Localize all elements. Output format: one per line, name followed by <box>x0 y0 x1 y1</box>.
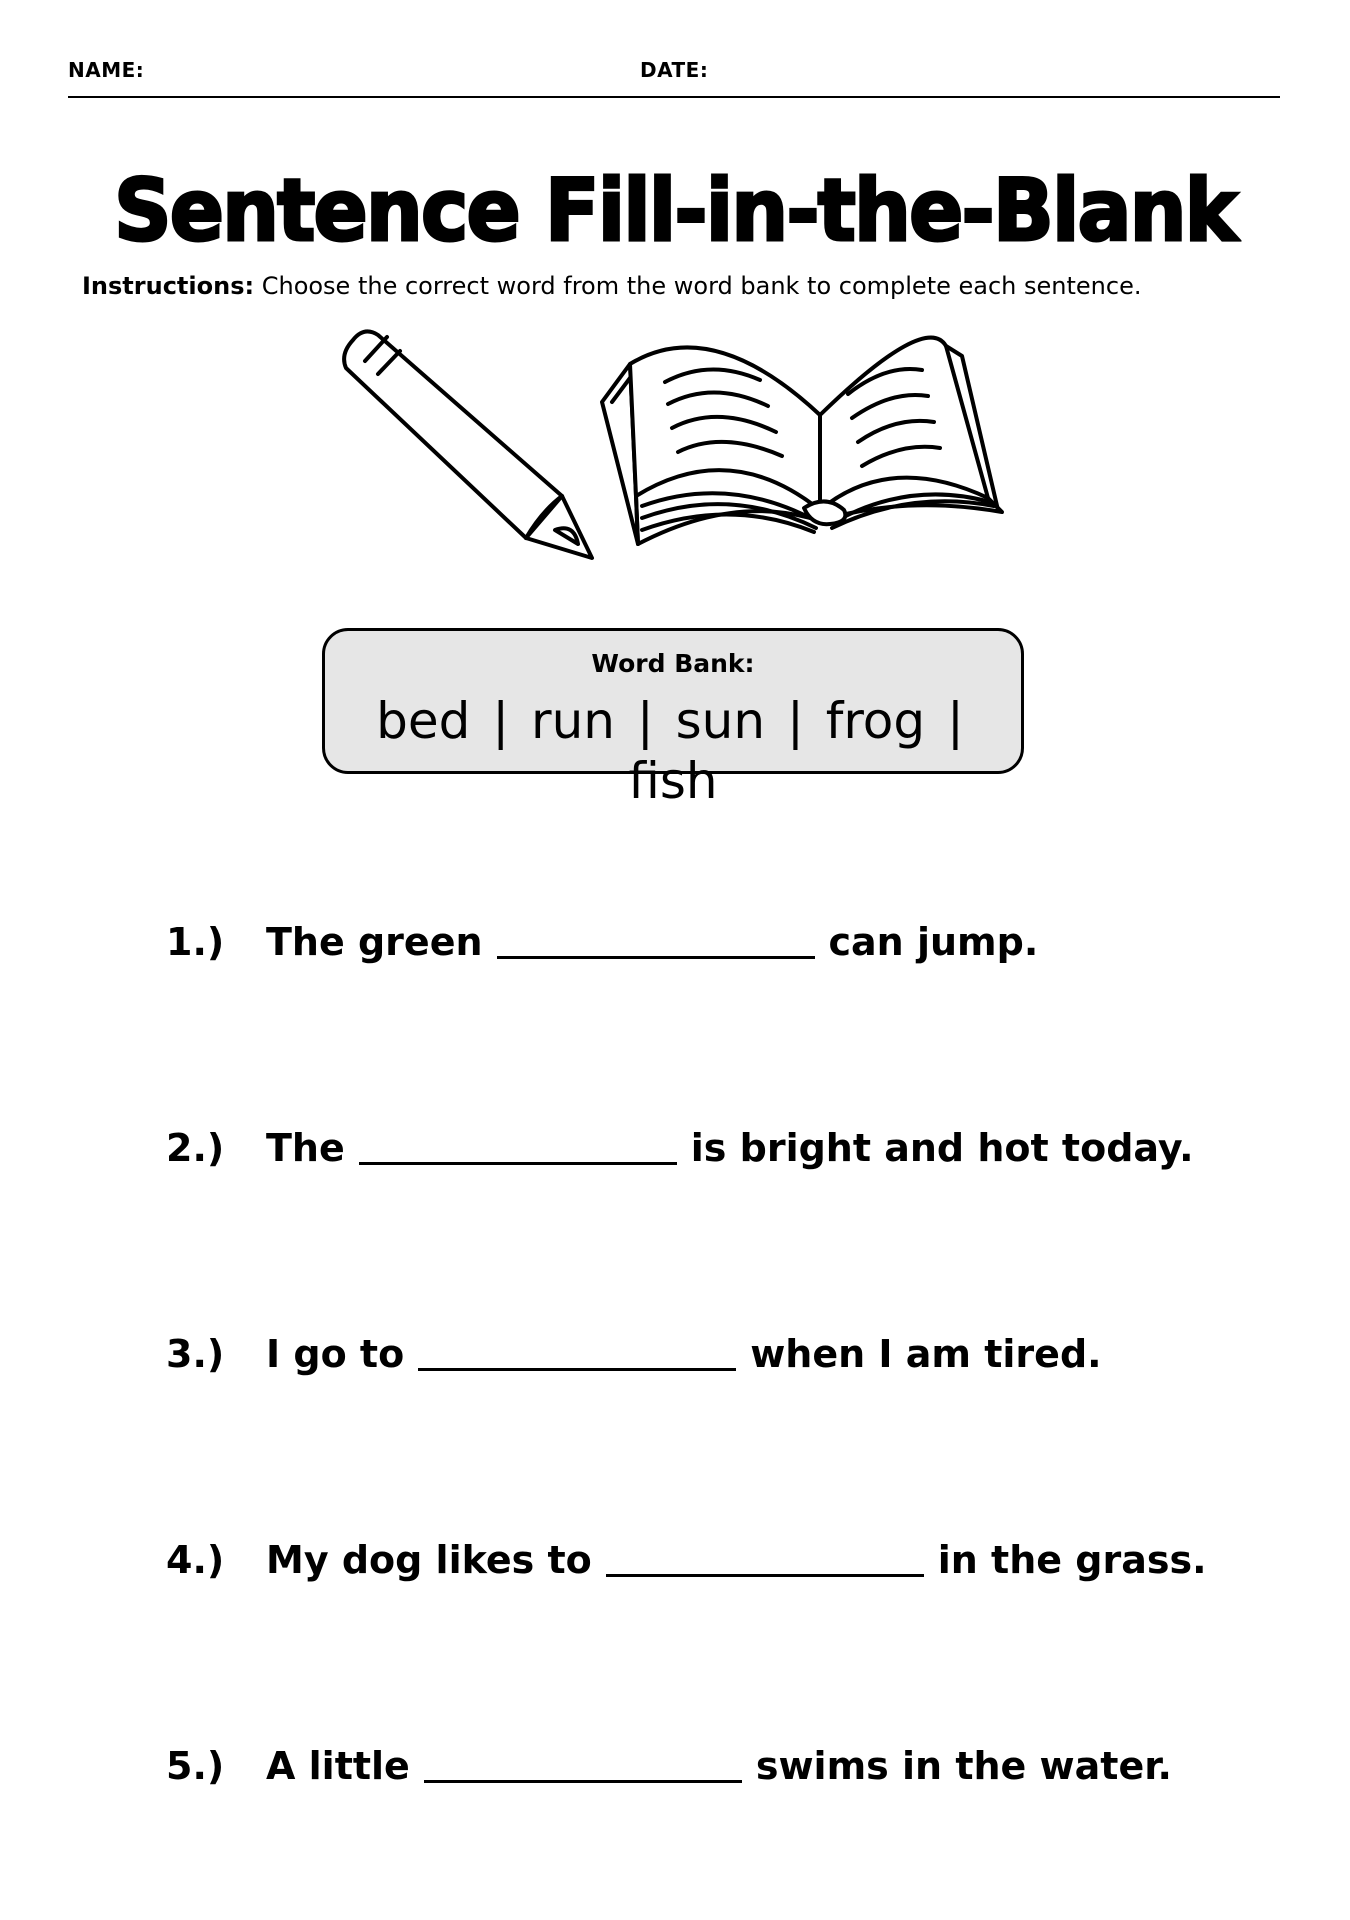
question-item <box>166 1126 1194 1186</box>
header <box>68 58 1280 98</box>
question-text-before: My dog likes to <box>266 1538 592 1582</box>
open-book-icon <box>602 338 1002 544</box>
header-rule <box>68 96 1280 98</box>
date-label: DATE: <box>640 58 709 82</box>
question-number: 4.) <box>166 1538 225 1582</box>
word-bank-words <box>325 691 1021 811</box>
word-bank-word: frog <box>825 692 926 750</box>
instructions <box>82 272 1282 300</box>
word-separator: | <box>786 692 804 750</box>
word-bank-word: run <box>531 692 615 750</box>
word-bank-word: bed <box>376 692 471 750</box>
question-text-before: The green <box>266 920 483 964</box>
answer-blank[interactable] <box>418 1368 736 1371</box>
word-separator: | <box>947 692 964 750</box>
answer-blank[interactable] <box>606 1574 924 1577</box>
question-text-before: A little <box>266 1744 410 1788</box>
question-item <box>166 1538 1207 1598</box>
word-bank-title: Word Bank: <box>591 649 755 678</box>
question-number: 1.) <box>166 920 225 964</box>
question-item <box>166 1744 1172 1804</box>
instructions-text: Choose the correct word from the word bank to complete each sentence. <box>261 272 1142 300</box>
question-text-after: in the grass. <box>937 1538 1207 1582</box>
pencil-icon <box>344 331 592 558</box>
answer-blank[interactable] <box>497 956 815 959</box>
question-text-after: when I am tired. <box>750 1332 1102 1376</box>
answer-blank[interactable] <box>424 1780 742 1783</box>
answer-blank[interactable] <box>359 1162 677 1165</box>
question-item <box>166 1332 1102 1392</box>
instructions-label: Instructions: <box>82 272 255 300</box>
name-label: NAME: <box>68 58 145 82</box>
illustration <box>330 318 1030 578</box>
question-number: 3.) <box>166 1332 225 1376</box>
word-bank-word: fish <box>628 752 718 810</box>
word-separator: | <box>636 692 654 750</box>
question-text-after: is bright and hot today. <box>690 1126 1194 1170</box>
question-number: 5.) <box>166 1744 225 1788</box>
page-title: Sentence Fill-in-the-Blank <box>113 161 1237 261</box>
question-text-after: swims in the water. <box>755 1744 1172 1788</box>
question-text-after: can jump. <box>828 920 1039 964</box>
question-text-before: I go to <box>266 1332 405 1376</box>
word-bank <box>322 628 1024 810</box>
word-separator: | <box>492 692 510 750</box>
question-number: 2.) <box>166 1126 225 1170</box>
question-item <box>166 920 1038 980</box>
question-text-before: The <box>266 1126 345 1170</box>
word-bank-word: sun <box>675 692 766 750</box>
